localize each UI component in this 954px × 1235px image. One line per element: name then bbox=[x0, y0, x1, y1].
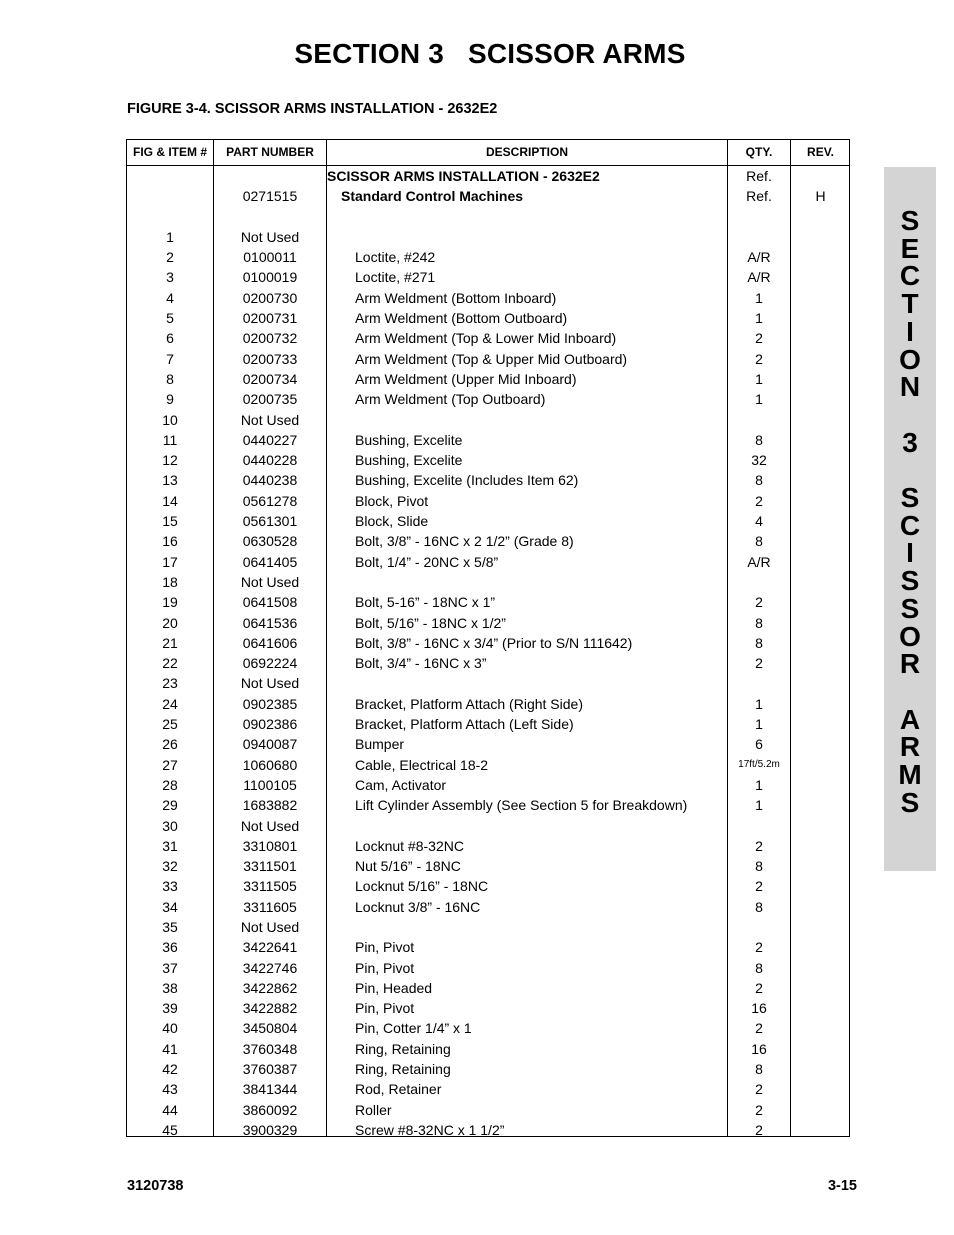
quantity: 8 bbox=[755, 472, 763, 489]
side-tab-letter: S bbox=[900, 565, 920, 597]
item-number: 18 bbox=[162, 573, 178, 590]
section-title: SECTION 3 SCISSOR ARMS bbox=[294, 38, 686, 69]
item-number: 6 bbox=[166, 330, 174, 347]
quantity: 1 bbox=[755, 391, 763, 408]
quantity: 2 bbox=[755, 878, 763, 895]
table-row bbox=[127, 247, 849, 267]
item-number: 44 bbox=[162, 1101, 178, 1118]
description: Loctite, #271 bbox=[355, 269, 436, 286]
description: Pin, Pivot bbox=[355, 959, 415, 976]
table-row bbox=[127, 186, 849, 206]
table-row bbox=[127, 836, 849, 856]
item-number: 43 bbox=[162, 1081, 178, 1098]
table-row bbox=[127, 288, 849, 308]
item-number: 26 bbox=[162, 736, 178, 753]
description: Pin, Pivot bbox=[355, 939, 415, 956]
table-row bbox=[127, 633, 849, 653]
description: Bolt, 5-16” - 18NC x 1” bbox=[355, 594, 496, 611]
quantity: 4 bbox=[755, 513, 763, 530]
item-number: 37 bbox=[162, 959, 178, 976]
description: Arm Weldment (Top Outboard) bbox=[355, 391, 546, 408]
description: Rod, Retainer bbox=[355, 1081, 442, 1098]
description: Nut 5/16” - 18NC bbox=[355, 858, 461, 875]
part-number: 0200733 bbox=[242, 350, 298, 367]
table-row bbox=[127, 410, 849, 430]
quantity: 2 bbox=[755, 655, 763, 672]
item-number: 20 bbox=[162, 614, 178, 631]
quantity: 17ft/5.2m bbox=[738, 758, 780, 770]
header-fig-item: FIG & ITEM # bbox=[132, 145, 207, 159]
part-number: 3311505 bbox=[243, 878, 297, 895]
side-tab-letter: R bbox=[899, 648, 921, 680]
description: SCISSOR ARMS INSTALLATION - 2632E2 bbox=[327, 168, 600, 184]
description: Bracket, Platform Attach (Left Side) bbox=[355, 716, 574, 733]
quantity: 2 bbox=[755, 330, 763, 347]
quantity: 1 bbox=[755, 370, 763, 387]
quantity: 2 bbox=[755, 979, 763, 996]
header-part-number: PART NUMBER bbox=[226, 145, 314, 159]
side-tab-letter: A bbox=[899, 703, 921, 735]
quantity: 8 bbox=[755, 959, 763, 976]
table-row bbox=[127, 308, 849, 328]
description: Bushing, Excelite (Includes Item 62) bbox=[355, 472, 579, 489]
description: Arm Weldment (Top & Lower Mid Inboard) bbox=[355, 330, 617, 347]
table-row bbox=[127, 653, 849, 673]
part-number: 0200731 bbox=[242, 310, 298, 327]
item-number: 42 bbox=[162, 1061, 178, 1078]
table-row bbox=[127, 227, 849, 247]
quantity: 2 bbox=[755, 939, 763, 956]
side-tab-letter: M bbox=[898, 759, 922, 790]
part-number: Not Used bbox=[240, 918, 300, 935]
description: Ring, Retaining bbox=[355, 1040, 451, 1057]
quantity: A/R bbox=[747, 269, 771, 286]
part-number: 3760348 bbox=[242, 1040, 298, 1057]
part-number: 1100105 bbox=[243, 776, 297, 793]
part-number: 0692224 bbox=[242, 655, 298, 672]
item-number: 19 bbox=[162, 594, 178, 611]
part-number: 1683882 bbox=[242, 797, 298, 814]
table-row bbox=[127, 613, 849, 633]
part-number: 0630528 bbox=[242, 533, 298, 550]
table-row bbox=[127, 470, 849, 490]
description: Ring, Retaining bbox=[355, 1061, 451, 1078]
description: Bumper bbox=[355, 736, 405, 753]
figure-title: FIGURE 3-4. SCISSOR ARMS INSTALLATION - 2632E2 bbox=[127, 101, 498, 117]
description: Locknut #8-32NC bbox=[355, 837, 464, 854]
item-number: 5 bbox=[166, 310, 174, 327]
description: Pin, Pivot bbox=[355, 1000, 415, 1017]
part-number: 0641606 bbox=[242, 634, 298, 651]
item-number: 39 bbox=[162, 1000, 178, 1017]
quantity: 8 bbox=[755, 614, 763, 631]
table-row bbox=[127, 897, 849, 917]
table-row bbox=[127, 1059, 849, 1079]
quantity: 16 bbox=[751, 1000, 767, 1017]
quantity: 8 bbox=[755, 533, 763, 550]
description: Pin, Cotter 1/4” x 1 bbox=[355, 1020, 472, 1037]
quantity: A/R bbox=[747, 249, 771, 266]
item-number: 8 bbox=[166, 370, 174, 387]
table-row bbox=[127, 1120, 849, 1140]
table-row bbox=[127, 592, 849, 612]
side-tab-letter: I bbox=[906, 537, 914, 569]
quantity: 8 bbox=[755, 1061, 763, 1078]
description: Standard Control Machines bbox=[341, 188, 524, 205]
table-row bbox=[127, 369, 849, 389]
item-number: 29 bbox=[162, 797, 178, 814]
quantity: 2 bbox=[755, 492, 763, 509]
part-number: 0100011 bbox=[243, 249, 297, 266]
item-number: 24 bbox=[162, 695, 178, 712]
quantity: 8 bbox=[755, 431, 763, 448]
side-tab-letter: C bbox=[899, 260, 921, 292]
part-number: Not Used bbox=[240, 411, 300, 428]
side-tab-letter: O bbox=[899, 620, 921, 652]
description: Arm Weldment (Top & Upper Mid Outboard) bbox=[355, 350, 628, 367]
item-number: 11 bbox=[162, 431, 178, 448]
side-tab-letter: T bbox=[901, 288, 919, 320]
part-number: 3422746 bbox=[242, 959, 298, 976]
item-number: 31 bbox=[162, 837, 178, 854]
part-number: Not Used bbox=[240, 817, 300, 834]
table-row bbox=[127, 694, 849, 714]
part-number: 0641536 bbox=[242, 614, 298, 631]
quantity: Ref. bbox=[746, 168, 772, 184]
part-number: 3422862 bbox=[242, 979, 298, 996]
item-number: 1 bbox=[166, 228, 174, 245]
item-number: 17 bbox=[162, 553, 178, 570]
quantity: Ref. bbox=[746, 188, 772, 205]
item-number: 36 bbox=[162, 939, 178, 956]
description: Cam, Activator bbox=[355, 776, 447, 793]
side-tab-letter: S bbox=[900, 786, 920, 818]
quantity: 1 bbox=[755, 695, 763, 712]
description: Bushing, Excelite bbox=[355, 452, 463, 469]
side-tab-letter: N bbox=[899, 371, 921, 403]
item-number: 12 bbox=[162, 452, 178, 469]
side-tab-letter: S bbox=[900, 205, 920, 236]
header-qty: QTY. bbox=[745, 145, 773, 159]
table-row bbox=[127, 998, 849, 1018]
quantity: 2 bbox=[755, 1081, 763, 1098]
part-number: 3450804 bbox=[242, 1020, 298, 1037]
item-number: 13 bbox=[162, 472, 178, 489]
table-row bbox=[127, 572, 849, 592]
part-number: 3311501 bbox=[243, 858, 297, 875]
description: Cable, Electrical 18-2 bbox=[355, 756, 489, 773]
quantity: 8 bbox=[755, 634, 763, 651]
description: Loctite, #242 bbox=[355, 249, 436, 266]
item-number: 10 bbox=[162, 411, 178, 428]
item-number: 40 bbox=[162, 1020, 178, 1037]
item-number: 4 bbox=[166, 289, 174, 306]
quantity: 2 bbox=[755, 594, 763, 611]
quantity: 32 bbox=[751, 452, 767, 469]
part-number: 0902385 bbox=[242, 695, 298, 712]
part-number: 0200730 bbox=[242, 289, 298, 306]
part-number: 3311605 bbox=[243, 898, 297, 915]
description: Block, Slide bbox=[355, 513, 429, 530]
description: Bracket, Platform Attach (Right Side) bbox=[355, 695, 583, 712]
quantity: 16 bbox=[751, 1040, 767, 1057]
description: Block, Pivot bbox=[355, 492, 429, 509]
description: Arm Weldment (Bottom Inboard) bbox=[355, 289, 557, 306]
table-row bbox=[127, 389, 849, 409]
part-number: 3422882 bbox=[242, 1000, 298, 1017]
item-number: 41 bbox=[162, 1040, 178, 1057]
item-number: 30 bbox=[162, 817, 178, 834]
part-number: 3760387 bbox=[242, 1061, 298, 1078]
item-number: 25 bbox=[162, 716, 178, 733]
quantity: 1 bbox=[755, 776, 763, 793]
side-tab-letter: S bbox=[900, 592, 920, 624]
item-number: 23 bbox=[162, 675, 178, 692]
table-row bbox=[127, 1079, 849, 1099]
item-number: 3 bbox=[166, 269, 174, 286]
item-number: 32 bbox=[162, 858, 178, 875]
table-row bbox=[127, 958, 849, 978]
item-number: 35 bbox=[162, 918, 178, 935]
part-number: 0440227 bbox=[242, 431, 298, 448]
item-number: 38 bbox=[162, 979, 178, 996]
part-number: 3900329 bbox=[242, 1121, 298, 1138]
part-number: 0100019 bbox=[242, 269, 298, 286]
table-row bbox=[127, 755, 849, 775]
table-row bbox=[127, 166, 849, 186]
quantity: 2 bbox=[755, 350, 763, 367]
table-row bbox=[127, 978, 849, 998]
table-row bbox=[127, 267, 849, 287]
side-tab-letter: O bbox=[899, 343, 921, 375]
table-row bbox=[127, 450, 849, 470]
part-number: 0940087 bbox=[242, 736, 298, 753]
quantity: 1 bbox=[755, 797, 763, 814]
quantity: 8 bbox=[755, 858, 763, 875]
table-row bbox=[127, 734, 849, 754]
quantity: 8 bbox=[755, 898, 763, 915]
side-tab-letter: I bbox=[906, 315, 914, 347]
table-row bbox=[127, 775, 849, 795]
description: Arm Weldment (Upper Mid Inboard) bbox=[355, 370, 577, 387]
table-row bbox=[127, 673, 849, 693]
item-number: 22 bbox=[162, 655, 178, 672]
part-number: 3422641 bbox=[242, 939, 298, 956]
table-row bbox=[127, 1100, 849, 1120]
description: Arm Weldment (Bottom Outboard) bbox=[355, 310, 568, 327]
quantity: 2 bbox=[755, 1101, 763, 1118]
side-tab-letter: R bbox=[899, 731, 921, 763]
part-number: 3310801 bbox=[242, 837, 298, 854]
description: Bolt, 1/4” - 20NC x 5/8” bbox=[355, 553, 499, 570]
quantity: 1 bbox=[755, 289, 763, 306]
part-number: 0561301 bbox=[242, 513, 298, 530]
part-number: 0440228 bbox=[242, 452, 298, 469]
item-number: 34 bbox=[162, 898, 178, 915]
table-row bbox=[127, 714, 849, 734]
side-tab-letter: S bbox=[900, 482, 920, 513]
part-number: 0271515 bbox=[242, 188, 298, 205]
item-number: 28 bbox=[162, 776, 178, 793]
header-description: DESCRIPTION bbox=[485, 145, 568, 159]
part-number: 0200734 bbox=[242, 370, 298, 387]
description: Bolt, 5/16” - 18NC x 1/2” bbox=[355, 614, 506, 631]
description: Locknut 3/8” - 16NC bbox=[355, 898, 481, 915]
table-row bbox=[127, 917, 849, 937]
table-row bbox=[127, 531, 849, 551]
quantity: 1 bbox=[755, 716, 763, 733]
part-number: 0561278 bbox=[242, 492, 298, 509]
table-row bbox=[127, 491, 849, 511]
quantity: 6 bbox=[755, 736, 763, 753]
document-number: 3120738 bbox=[127, 1178, 184, 1194]
item-number: 15 bbox=[162, 513, 178, 530]
description: Roller bbox=[355, 1101, 392, 1118]
part-number: 0200732 bbox=[242, 330, 298, 347]
item-number: 16 bbox=[162, 533, 178, 550]
quantity: 2 bbox=[755, 837, 763, 854]
table-row bbox=[127, 349, 849, 369]
table-body bbox=[127, 166, 849, 1140]
table-row bbox=[127, 328, 849, 348]
item-number: 45 bbox=[162, 1121, 178, 1138]
part-number: 0641405 bbox=[242, 553, 298, 570]
quantity: 1 bbox=[755, 310, 763, 327]
part-number: 0440238 bbox=[242, 472, 298, 489]
table-row bbox=[127, 856, 849, 876]
part-number: 1060680 bbox=[242, 756, 298, 773]
parts-table bbox=[126, 139, 850, 1137]
item-number: 2 bbox=[166, 249, 174, 266]
side-tab-letter: C bbox=[899, 509, 921, 541]
item-number: 21 bbox=[162, 634, 178, 651]
table-row bbox=[127, 511, 849, 531]
description: Bolt, 3/4” - 16NC x 3” bbox=[355, 655, 487, 672]
part-number: Not Used bbox=[240, 675, 300, 692]
section-side-tab bbox=[884, 167, 936, 871]
item-number: 9 bbox=[166, 391, 174, 408]
description: Pin, Headed bbox=[355, 979, 433, 996]
item-number: 33 bbox=[162, 878, 178, 895]
quantity: 2 bbox=[755, 1121, 763, 1138]
table-row bbox=[127, 430, 849, 450]
item-number: 14 bbox=[162, 492, 178, 509]
description: Bolt, 3/8” - 16NC x 2 1/2” (Grade 8) bbox=[355, 533, 574, 550]
part-number: 3860092 bbox=[242, 1101, 298, 1118]
description: Bolt, 3/8” - 16NC x 3/4” (Prior to S/N 111642) bbox=[355, 634, 633, 651]
table-row bbox=[127, 207, 849, 227]
page-number: 3-15 bbox=[827, 1178, 857, 1194]
table-row bbox=[127, 816, 849, 836]
description: Screw #8-32NC x 1 1/2” bbox=[355, 1121, 505, 1138]
item-number: 7 bbox=[166, 350, 174, 367]
side-tab-letter: E bbox=[900, 232, 920, 264]
table-row bbox=[127, 876, 849, 896]
table-row bbox=[127, 1018, 849, 1038]
table-row bbox=[127, 795, 849, 815]
description: Lift Cylinder Assembly (See Section 5 for Breakdown) bbox=[355, 797, 688, 814]
part-number: 0200735 bbox=[242, 391, 298, 408]
side-tab-letter: 3 bbox=[902, 426, 918, 458]
part-number: 0902386 bbox=[242, 716, 298, 733]
description: Bushing, Excelite bbox=[355, 431, 463, 448]
revision: H bbox=[815, 188, 826, 205]
header-rev: REV. bbox=[807, 145, 834, 159]
table-row bbox=[127, 1039, 849, 1059]
quantity: A/R bbox=[747, 553, 771, 570]
table-row bbox=[127, 552, 849, 572]
description: Locknut 5/16” - 18NC bbox=[355, 878, 489, 895]
part-number: Not Used bbox=[240, 573, 300, 590]
part-number: 0641508 bbox=[242, 594, 298, 611]
quantity: 2 bbox=[755, 1020, 763, 1037]
table-row bbox=[127, 937, 849, 957]
part-number: Not Used bbox=[240, 228, 300, 245]
part-number: 3841344 bbox=[242, 1081, 298, 1098]
item-number: 27 bbox=[162, 756, 178, 773]
